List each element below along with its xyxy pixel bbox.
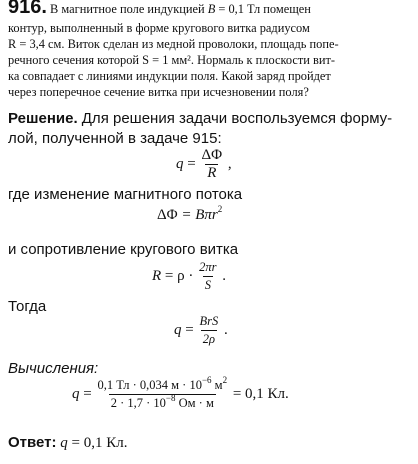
problem-line-3: R = 3,4 см. Виток сделан из медной проволоки, площадь попе- bbox=[8, 37, 339, 51]
calc-label: Вычисления: bbox=[8, 360, 99, 377]
problem-line-6: через поперечное сечение витка при исчезновении поля? bbox=[8, 85, 309, 99]
text-then: Тогда bbox=[8, 298, 47, 315]
text-flux-change: где изменение магнитного потока bbox=[8, 186, 243, 203]
answer-label: Ответ: bbox=[8, 434, 57, 451]
text-resistance: и сопротивление кругового витка bbox=[8, 241, 239, 258]
problem-line-5: ка совпадает с линиями индукции поля. Какой заряд пройдет bbox=[8, 69, 331, 83]
formula-flux: ΔΦ = Bπr$^2$ bbox=[157, 204, 223, 223]
solution-label: Решение. bbox=[8, 110, 78, 127]
answer-line: Ответ: q = 0,1 Кл. bbox=[8, 434, 128, 451]
formula-resistance: R = ρ · $\frac{2\pi r}{S}$ . bbox=[152, 260, 227, 292]
problem-number: 916. bbox=[8, 0, 47, 18]
problem-line-2: контур, выполненный в форме кругового витка радиусом bbox=[8, 21, 310, 35]
solution-line-1: Решение. Для решения задачи воспользуемся форму- bbox=[8, 110, 393, 127]
formula-q-final: q = $\frac{\text{BrS}}{2\rho}$ . bbox=[174, 314, 228, 346]
formula-q-flux: q = $\frac{\Delta\Phi}{R}$ , bbox=[176, 147, 232, 181]
problem-line-1: 916. В магнитное поле индукцией B = 0,1 Тл помещен bbox=[8, 0, 311, 18]
problem-line-4: речного сечения которой S = 1 мм². Нормаль к плоскости вит- bbox=[8, 53, 336, 67]
solution-line-2: лой, полученной в задаче 915: bbox=[8, 130, 222, 147]
formula-calculation: q = $\frac{0,1 Тл \cdot 0,034 м \cdot 10^{-6} м^2}{2 \cdot 1,7 \cdot 10^{-8} Ом \cdot м}$ = 0,1 Кл. bbox=[72, 374, 289, 410]
